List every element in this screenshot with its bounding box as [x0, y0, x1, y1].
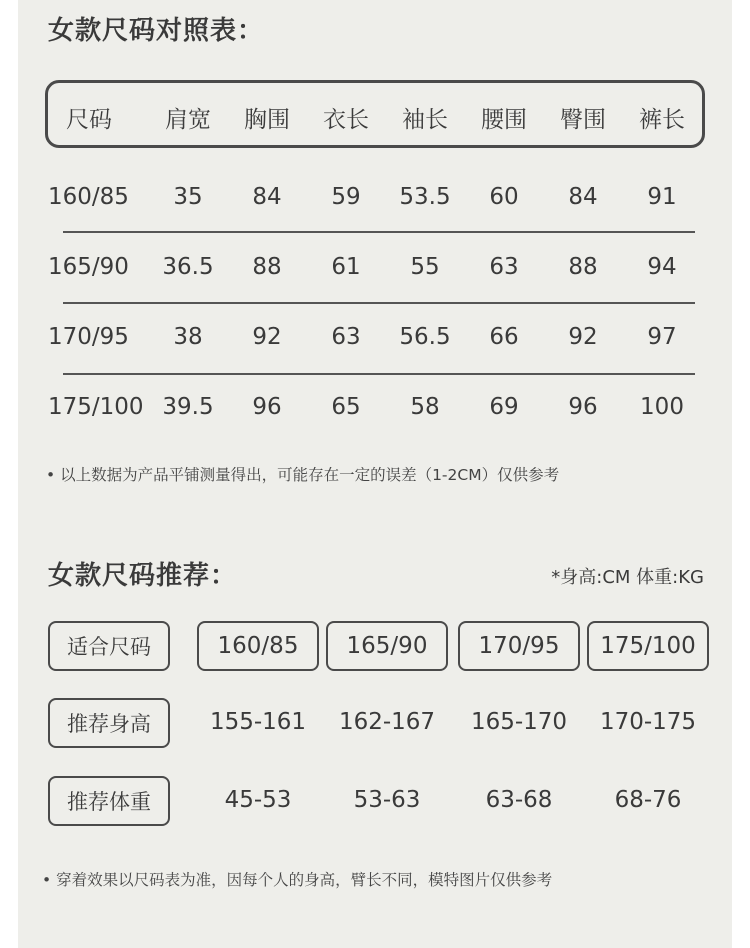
size-option-box: 170/95 [458, 621, 580, 671]
table-cell: 53.5 [399, 184, 451, 210]
row-divider [63, 231, 695, 233]
height-range: 165-170 [470, 709, 568, 735]
table-cell: 84 [568, 184, 598, 210]
header-size: 尺码 [66, 107, 112, 133]
row-divider [63, 302, 695, 304]
table-cell: 175/100 [48, 394, 144, 420]
table-cell: 96 [568, 394, 598, 420]
table-cell: 63 [331, 324, 361, 350]
table-cell: 94 [647, 254, 677, 280]
header-sleeve: 袖长 [402, 107, 448, 133]
table-cell: 39.5 [162, 394, 214, 420]
height-row-label: 推荐身高 [48, 698, 170, 748]
table-cell: 60 [489, 184, 519, 210]
table-cell: 36.5 [162, 254, 214, 280]
table-cell: 170/95 [48, 324, 129, 350]
table-cell: 84 [252, 184, 282, 210]
size-row-label: 适合尺码 [48, 621, 170, 671]
table-cell: 55 [410, 254, 440, 280]
table-cell: 69 [489, 394, 519, 420]
header-hip: 臀围 [560, 107, 606, 133]
header-length: 衣长 [323, 107, 369, 133]
size-option-box: 165/90 [326, 621, 448, 671]
unit-note: *身高:CM 体重:KG [551, 567, 704, 588]
weight-row-label: 推荐体重 [48, 776, 170, 826]
table-cell: 58 [410, 394, 440, 420]
table-cell: 35 [173, 184, 203, 210]
table-cell: 92 [568, 324, 598, 350]
weight-range: 53-63 [353, 787, 421, 813]
header-bust: 胸围 [244, 107, 290, 133]
table-cell: 65 [331, 394, 361, 420]
table-cell: 97 [647, 324, 677, 350]
weight-range: 68-76 [614, 787, 682, 813]
header-waist: 腰围 [481, 107, 527, 133]
table-cell: 88 [252, 254, 282, 280]
table-cell: 160/85 [48, 184, 129, 210]
header-shoulder: 肩宽 [165, 107, 211, 133]
recommend-title: 女款尺码推荐： [48, 561, 238, 591]
table-cell: 165/90 [48, 254, 129, 280]
header-pant-length: 裤长 [639, 107, 685, 133]
height-range: 162-167 [338, 709, 436, 735]
weight-range: 45-53 [224, 787, 292, 813]
table-cell: 38 [173, 324, 203, 350]
height-range: 155-161 [209, 709, 307, 735]
table-cell: 92 [252, 324, 282, 350]
weight-range: 63-68 [485, 787, 553, 813]
table-cell: 96 [252, 394, 282, 420]
size-chart-title: 女款尺码对照表： [48, 16, 265, 46]
height-range: 170-175 [599, 709, 697, 735]
table-cell: 56.5 [399, 324, 451, 350]
table-cell: 63 [489, 254, 519, 280]
row-divider [63, 373, 695, 375]
table-cell: 100 [640, 394, 684, 420]
table-cell: 59 [331, 184, 361, 210]
fit-note: • 穿着效果以尺码表为准，因每个人的身高，臂长不同，模特图片仅供参考 [42, 871, 553, 889]
measurement-note: • 以上数据为产品平铺测量得出，可能存在一定的误差（1-2CM）仅供参考 [46, 466, 560, 484]
size-option-box: 175/100 [587, 621, 709, 671]
table-cell: 66 [489, 324, 519, 350]
table-cell: 88 [568, 254, 598, 280]
table-cell: 61 [331, 254, 361, 280]
size-option-box: 160/85 [197, 621, 319, 671]
table-cell: 91 [647, 184, 677, 210]
